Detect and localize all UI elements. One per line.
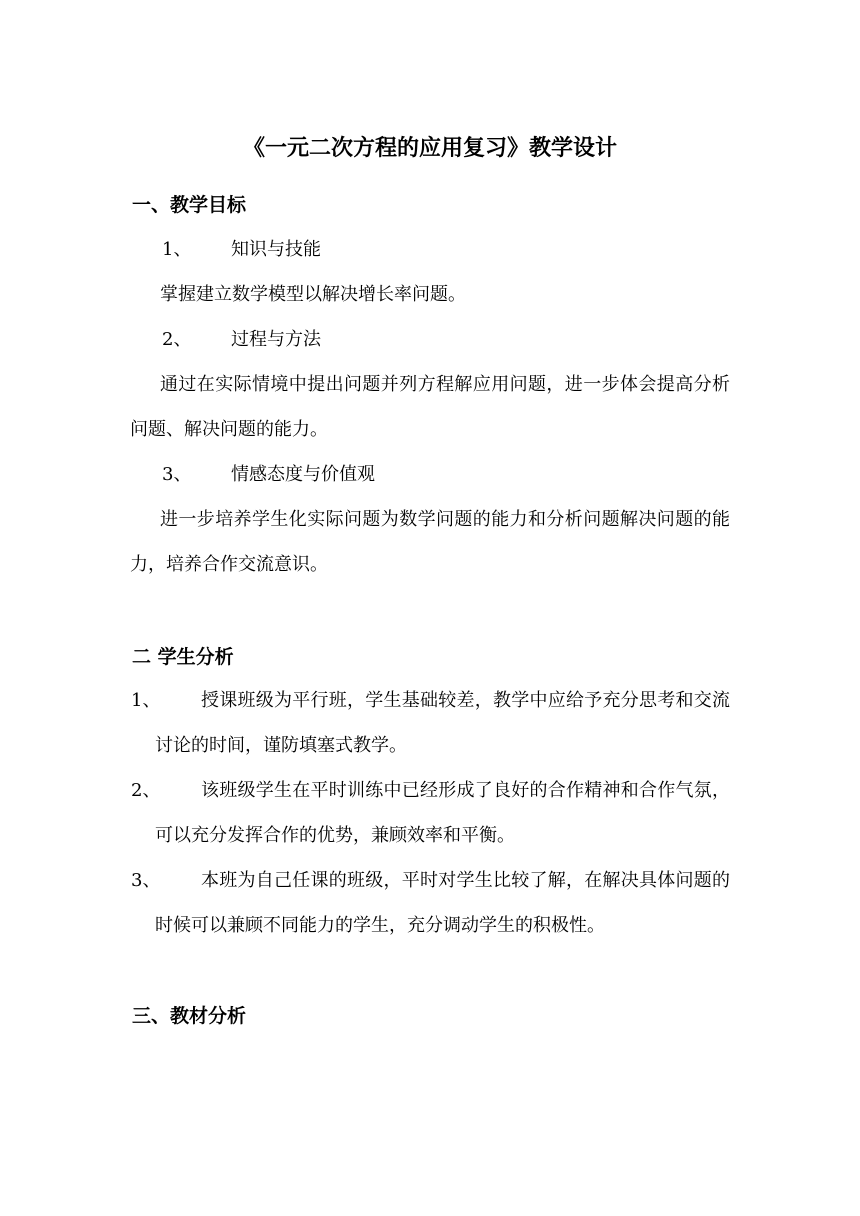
section-heading-teaching-goals: 一、教学目标	[132, 194, 247, 216]
goal-1-text: 掌握建立数学模型以解决增长率问题。	[160, 284, 466, 305]
goal-3-number: 3、	[162, 464, 192, 485]
document-title: 《一元二次方程的应用复习》教学设计	[242, 135, 617, 161]
student-item-1-number: 1、	[131, 690, 161, 711]
goal-2-text: 通过在实际情境中提出问题并列方程解应用问题，进一步体会提高分析问题、解决问题的能力。	[130, 374, 730, 440]
student-item-2-text: 该班级学生在平时训练中已经形成了良好的合作精神和合作气氛，可以充分发挥合作的优势，兼顾效率和平衡。	[155, 780, 730, 846]
goal-2-label: 过程与方法	[231, 329, 321, 350]
section-heading-student-analysis: 二 学生分析	[132, 646, 234, 668]
goal-2-number: 2、	[162, 329, 192, 350]
goal-1-number: 1、	[162, 239, 192, 260]
goal-3-text: 进一步培养学生化实际问题为数学问题的能力和分析问题解决问题的能力，培养合作交流意识。	[130, 509, 730, 575]
goal-3-label: 情感态度与价值观	[231, 464, 375, 485]
student-item-1-text: 授课班级为平行班，学生基础较差，教学中应给予充分思考和交流讨论的时间，谨防填塞式教学。	[155, 690, 730, 756]
section-heading-textbook-analysis: 三、教材分析	[132, 1005, 247, 1027]
student-item-2-number: 2、	[131, 780, 161, 801]
student-item-3-number: 3、	[131, 870, 161, 891]
goal-1-label: 知识与技能	[231, 239, 321, 260]
student-item-3-text: 本班为自己任课的班级，平时对学生比较了解，在解决具体问题的时候可以兼顾不同能力的学生，充分调动学生的积极性。	[155, 870, 730, 936]
